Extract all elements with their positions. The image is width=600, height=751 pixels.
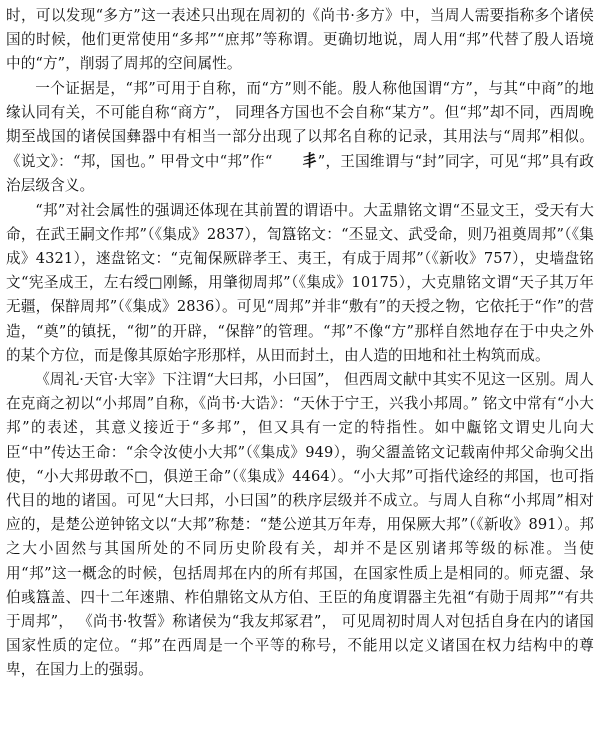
oracle-bone-glyph-icon: 丯 <box>301 151 318 171</box>
paragraph-2-text-before: 一个证据是，“邦”可用于自称，而“方”则不能。殷人称他国谓“方”，与其“中商”的地缘认同有关，不可能自称“商方”， 同理各方国也不会自称“某方”。但“邦”却不同，西周晚期至战国的诸侯国彝器中有相当一部分出现了以邦名自称的记录，其用法与“周邦”相似。《说文》：“邦，国也。” 甲骨文中“邦”作“ <box>6 79 594 171</box>
paragraph-4: 《周礼·天官·大宰》下注谓“大曰邦，小曰国”， 但西周文献中其实不见这一区别。周人在克商之初以“小邦周”自称，《尚书·大诰》：“天休于宁王，兴我小邦周。” 铭文中常有“小大邦”的表述，其意义接近于“多邦”，但又具有一定的特指性。如中甗铭文谓史儿向大臣“中”传达王命：“余令汝使小大邦”（《集成》949），驹父盨盖铭文记载南仲邦父命驹父出使，“小大邦毋敢不□，俱逆王命”（《集成》4464）。“小大邦”可指代途经的邦国，也可指代目的地的诸国。可见“大曰邦，小曰国”的秩序层级并不成立。与周人自称“小邦周”相对应的，是楚公逆钟铭文以“大邦”称楚：“楚公逆其万年寿，用保厥大邦”（《新收》891）。邦之大小固然与其国所处的不同历史阶段有关，却并不是区别诸邦等级的标准。当使用“邦”这一概念的时候，包括周邦在内的所有邦国，在国家性质上是相同的。师克盨、彔伯彧簋盖、四十二年逨鼎、柞伯鼎铭文从方伯、王臣的角度谓器主先祖“有勋于周邦”“有共于周邦”， 《尚书·牧誓》称诸侯为“我友邦冢君”， 可见周初时周人对包括自身在内的诸国国家性质的定位。“邦”在西周是一个平等的称号，不能用以定义诸国在权力结构中的尊卑，在国力上的强弱。 <box>6 371 594 679</box>
paragraph-3: “邦”对社会属性的强调还体现在其前置的谓语中。大盂鼎铭文谓“丕显文王，受天有大命，在武王嗣文作邦”（《集成》2837），訇簋铭文：“丕显文、武受命，则乃祖奠周邦”（《集成》4321），逨盘铭文：“克匍保厥辟孝王、夷王，有成于周邦”（《新收》757），史墙盘铭文“宪圣成王，左右绶□刚鲧，用肇彻周邦”（《集成》10175），大克鼎铭文谓“天子其万年无疆，保辥周邦”（《集成》2836）。可见“周邦”并非“敷有”的天授之物，它依托于“作”的营造，“奠”的镇抚，“彻”的开辟，“保辥”的管理。“邦”不像“方”那样自然地存在于中央之外的某个方位，而是像其原始字形那样，从田而封土，由人造的田地和社土构筑而成。 <box>6 201 594 364</box>
paragraph-1: 时，可以发现“多方”这一表述只出现在周初的《尚书·多方》中，当周人需要指称多个诸侯国的时候，他们更常使用“多邦”“庶邦”等称谓。更确切地说，周人用“邦”代替了殷人语境中的“方”，削弱了周邦的空间属性。 <box>6 7 594 73</box>
paragraph-2-text-after: ”，王国维谓与“封”同字，可见“邦”具有政治层级含义。 <box>6 153 594 195</box>
paragraph-2 <box>6 77 594 199</box>
